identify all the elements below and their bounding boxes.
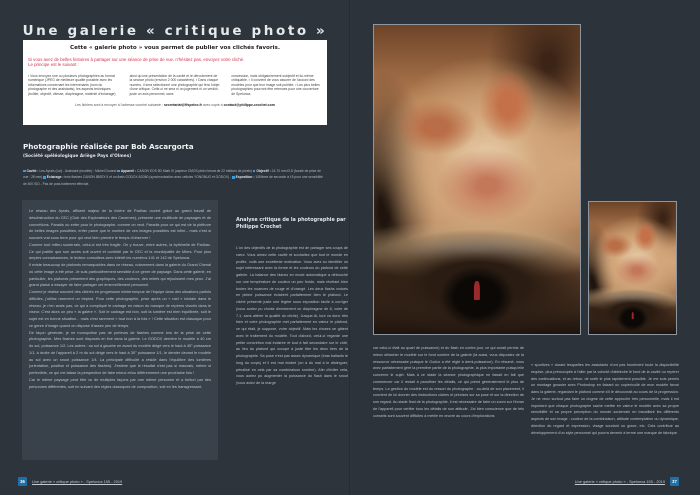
analysis-title: Analyse critique de la photographie par Philippe Crochet — [236, 217, 346, 231]
meta-value: 24-70 mm f2,8 (focale de prise de vue : 28 mm) — [23, 169, 321, 180]
analysis-column-right: « sportives » durant lesquelles les assistants n'ont pas forcément toute la disponibilité requise, plus préoccupés à l'aller par la volonté d'atteindre le fond de la cavité ou repérer des continuations, et au retour, de sortir le plus rapidement possible. Je me suis permis un montage grossier avec Photoshop en faisant un copier/collé de mon modèle favori dans la galerie, regardant le plafond comme s'il le découvrait au cours de la progression. Je ne veux surtout pas faire un dogme de cette approche très personnelle, mais il est important que chaque photographe sache mettre en valeur le modèle avec sa propre sensibilité et sa propre perception du monde souterrain en travaillant les différents aspects de son image : couleur de la combinaison, attitude contemplative ou dynamique, direction du regard et expression, visage souriant ou grave, etc. Cela contribue au développement d'un style personnel qui pourra devenir à terme une marque de fabrique. — [531, 363, 679, 435]
meta-value: trois flashes CANON 580EX II et un flash GODOX AD360 (synchronisation avec cellules YONGNUO et GODOX) - — [64, 175, 232, 180]
email-link-primary[interactable]: secretariat@ffspeleo.fr — [163, 102, 202, 107]
bullet-icon — [117, 170, 120, 173]
photographer-text-box — [22, 200, 218, 460]
body-paragraph: Comme tout milieu souterrain, celui-ci est très fragile. On y trouve, entre autres, la bythinelle de Padirac. Ce qui justifie que son accès soit ouvert et contrôlé par le CEC et la municipalité de Miers. Pour plus amples connaissances, le lecteur consultera avec intérêt les numéros 141 et 142 de Spelunca. — [29, 242, 211, 261]
email-link-copy[interactable]: contact@philippe-crochet.com — [223, 102, 275, 107]
running-footer: Une galerie « critique photo » - Spelunca 155 - 2019 — [574, 479, 665, 484]
intro-box — [23, 40, 327, 125]
intro-call-to-action — [28, 57, 322, 68]
call-to-action-text: Si vous avez de belles histoires à partager sur une séance de prise de vue, n'hésitez pas, envoyez votre cliché. — [28, 57, 245, 62]
bullet-icon — [232, 176, 235, 179]
meta-label: Appareil : — [120, 169, 137, 173]
body-paragraph: Il existe beaucoup de plafonds remarquables dans ce réseau, notamment dans la galerie du Grand Chenal où cette image a été prise. Je suis particulièrement sensible à ce genre de paysage. Dans cette galerie, en particulier, les plafonds présentent des graphiques, des couleurs, des reliefs qui réjouissent mes yeux. J'ai grand plaisir à essayer de faire partager cet émerveillement personnel. — [29, 263, 211, 288]
meta-value: 1/80ème de seconde à f 8 pour une sensibilité de 400 ISO - Pas de post-traitement effectué. — [23, 175, 323, 186]
right-page — [350, 0, 700, 495]
cave-photo-small — [588, 201, 677, 335]
footer-middle: avec copie à — [202, 102, 223, 107]
meta-value: Les Ayrals (Lot) - Assistant (modèle) : Michel Durand — [39, 169, 117, 173]
technical-details — [23, 168, 327, 187]
meta-label: Objectif : — [256, 169, 271, 173]
intro-column-2: ainsi qu'une présentation de la cavité et le déroulement de la séance photo (environ 2 000 caractères). ▪ Dans chaque numéro, il sera sélectionné une photographie qui fera l'objet d'une critique. Celle-ci ne sera ni un jugement ni un verdict, juste un avis personnel, sans — [129, 73, 220, 96]
page-number-badge: 36 — [18, 477, 27, 486]
intro-headline: Cette « galerie photo » vous permet de publier vos clichés favoris. — [69, 45, 281, 51]
intro-column-1: ▪ Vous envoyez une ou plusieurs photographies au format numérique (JPEG de meilleure qualité possible avec les informations concernant les intervenants (nom du photographe et des assistants), les aspects techniques (boîtier, objectif, vitesse, diaphragme, matériel d'éclairage) — [28, 73, 116, 96]
intro-column-3: concession, mais obligatoirement subjectif et lui-même critiquable. ▪ Il convient de vous assurer de l'accord des modèles pour que leur image soit publiée. ▪ Les plus belles photographies pourront être retenues pour une couverture de Spelunca. — [231, 73, 320, 96]
footer-prefix: Les fichiers sont à envoyer à l'adresse courriel suivante : — [75, 102, 163, 107]
folio-left — [18, 477, 122, 486]
intro-footer — [28, 103, 322, 107]
principle-text: Le principe est le suivant : — [28, 62, 79, 68]
analysis-column-left: L'un des objectifs de la photographie est de partager ses coups de cœur. Vous aimez cette cavité et souhaitez que tout le monde en profite, voilà une excellente motivation. Vous avez su identifier un sujet intéressant avec la forme et les couleurs du plafond de cette galerie. La balance des blancs en mode automatique a débouché sur une température de couleur un peu froide, mais révélant bien toutes les nuances de rouge et d'orangé. Les deux flashs croisés en pleine puissance éclairent parfaitement bien le plafond. Le cliché présente juste une légère sous exposition facile à corriger (vous auriez pu choisir directement un diaphragme de 8, voire de 7,1, sans altérer la qualité du cliché). Jusque-là, tout va donc très bien et votre photographie met parfaitement en valeur le plafond, ce qui était, je suppose, votre objectif. Mais les choses se gâtent avec le traitement du modèle. Tout d'abord, celui-ci regarde une petite concrétion mal éclairée et tout à fait secondaire sur le côté, au lieu du plafond qui occupe à juste titre les deux tiers de la photographie. Sa pose n'est pas assez dynamique (bras ballants le long du corps) et il est mal éclairé (on a du mal à le distinguer, pénalisé en cela par sa combinaison sombre). Afin d'éviter cela, vous auriez pu augmenter la puissance du flash dans le snoot (vous aviez de la marge — [236, 246, 348, 385]
photo-credit-title: Photographie réalisée par Bob Ascargorta — [23, 142, 194, 151]
body-paragraph: Car le même paysage peut être vu de multiples façons par une même personne et a fortiori par des personnes différentes, soit en suivant des règles classiques de composition, soit en les transgressant. — [29, 377, 211, 389]
photo-credit-subtitle: (Société spéléologique Ariège Pays d'Olmes) — [23, 154, 132, 159]
intro-columns — [28, 74, 322, 97]
meta-label: Exposition : — [235, 175, 255, 180]
bullet-icon — [43, 176, 46, 179]
folio-right — [575, 477, 679, 486]
body-paragraph: De façon générale, je ne monopolise pas de porteurs de flashes comme lors de la prise de cette photographie. Mes flashes sont disposés en fixe dans la galerie. Le GODOX derrière le modèle à 40 cm du sol, puissance 1/2. Les autres : au sol à gauche en avant du modèle dirigé vers le haut à 45° puissance 1/1, à droite de l'appareil à 2 m du sol dirigé vers le haut à 30° puissance 1/1, le dernier devant le modèle au sol avec un snoot puissance 1/4. La principale difficulté a résidé dans l'équilibre des lumières (orientation, position et puissance des flashes). J'estime que le résultat n'est pas si mauvais, même si perfectible, ce qui me laisse la perspective de faire mieux et/ou différemment une prochaine fois ! — [29, 330, 211, 375]
meta-value: CANON EOS 5D Mark III (capteur CMOS plein format de 22 millions de pixels) — [137, 169, 252, 173]
cave-image — [589, 202, 676, 334]
bullet-icon — [23, 170, 26, 173]
running-footer: Une galerie « critique photo » - Spelunca 155 - 2019 — [32, 479, 123, 484]
cave-image — [374, 25, 580, 334]
page-number-badge: 37 — [670, 477, 679, 486]
meta-label: Éclairage : — [46, 175, 64, 180]
meta-label: Cavité : — [26, 169, 39, 173]
body-paragraph: Le réseau des Ayrals, affluent majeur de la rivière de Padirac ouvert grâce au grand travail de désobstruction du CEC (Club des Explorateurs des Cavernes), présente une multitude de paysages et de concrétions. Paradis ou enfer pour le photographe, comme on veut. Paradis pour ce qui est de la pléthore de belles images possibles, enfer parce que le nombre de ces images possibles est infini... mais c'est si souvent vrai sous terre pour qui veut bien prendre le temps d'observer ! — [29, 209, 211, 240]
body-paragraph: Comme je réalise souvent des clichés en progression ininterrompue de l'équipe dans des situations parfois difficiles, j'utilise rarement un trépied. Pour cette photographie, prise après un « raid » lointain dans le réseau, je n'en avais pas, ce qui a compliqué le cadrage en raison du manque de repères visuels dans le viseur. C'est alors un peu « la galère ». Soit le cadrage est bon, soit la lumière est bien équilibrée, soit le sujet est en bonne situation... mais c'est rarement « tout bon à la fois » ! Cette situation est classique pour ce genre d'image quand on dispose d'assez peu de temps. — [29, 290, 211, 328]
cave-photo-large — [373, 24, 581, 335]
page-title: Une galerie « critique photo » — [22, 23, 328, 39]
analysis-column-middle: car celui-ci était au quart de puissance) et du flash en contre-jour, ce qui aurait permis de mieux détacher le modèle sur le fond sombre de la galerie (là aussi, vous disposiez de la ressource nécessaire puisque le Godox a été réglé à demi-puissance). En résumé, vous avez parfaitement géré la première partie de la photographie, la plus importante puisqu'elle concerne le sujet. Mais à ce stade la séance photographique ne faisait en fait que commencer car il restait à peaufiner les détails, ce qui prend généralement le plus de temps. La gestion du modèle est du ressort du photographe : au-delà de son placement, il convient de lui donner des instructions claires et précises sur sa pose et sur la direction de son regard. Au stade final de la photographie, il est nécessaire de faire un zoom sur l'écran de l'appareil pour vérifier tous les détails de son attitude. J'ai bien conscience que de tels conseils sont souvent difficiles à mettre en œuvre au cours d'explorations — [373, 346, 525, 418]
